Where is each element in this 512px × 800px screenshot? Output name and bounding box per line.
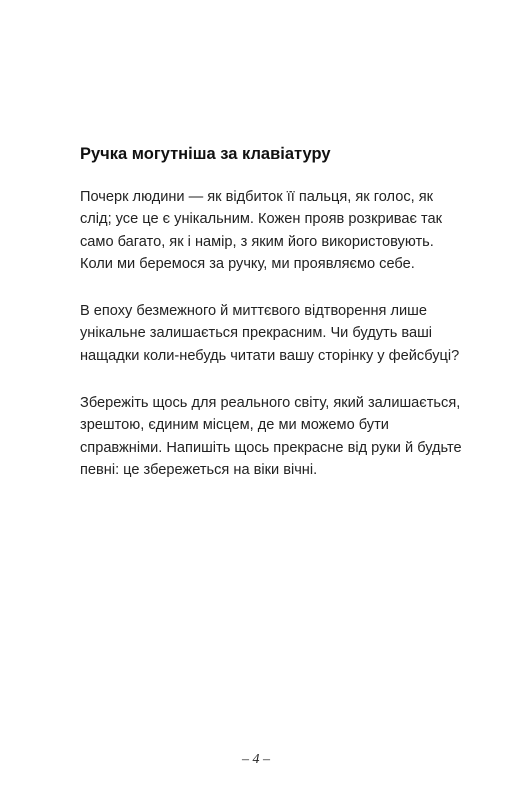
chapter-heading: Ручка могутніша за клавіатуру [80,145,331,163]
paragraph-line: зрештою, єдиним місцем, де ми можемо бути [80,417,389,434]
paragraph-line: Коли ми беремося за ручку, ми проявляємо себе. [80,255,415,272]
paragraph-line: справжніми. Напишіть щось прекрасне від руки й будьте [80,439,462,456]
paragraph-line: Почерк людини — як відбиток її пальця, як голос, як [80,189,434,205]
paragraph-1 [80,186,450,275]
paragraph-line: слід; усе це є унікальним. Кожен прояв розкриває так [80,211,442,228]
paragraph-line: унікальне залишається прекрасним. Чи будуть ваші [80,325,433,342]
paragraph-line: Збережіть щось для реального світу, який залишається, [80,395,461,412]
body-text [80,186,462,506]
paragraph-line: само багато, як і намір, з яким його використовують. [80,233,434,250]
paragraph-line: певні: це збережеться на віки вічні. [80,461,318,478]
paragraph-3 [80,392,462,481]
page-number: – 4 – [242,752,270,767]
paragraph-line: нащадки коли-небудь читати вашу сторінку у фейсбуці? [80,347,460,364]
paragraph-line: В епоху безмежного й миттєвого відтворення лише [80,303,427,320]
paragraph-2 [80,300,460,367]
